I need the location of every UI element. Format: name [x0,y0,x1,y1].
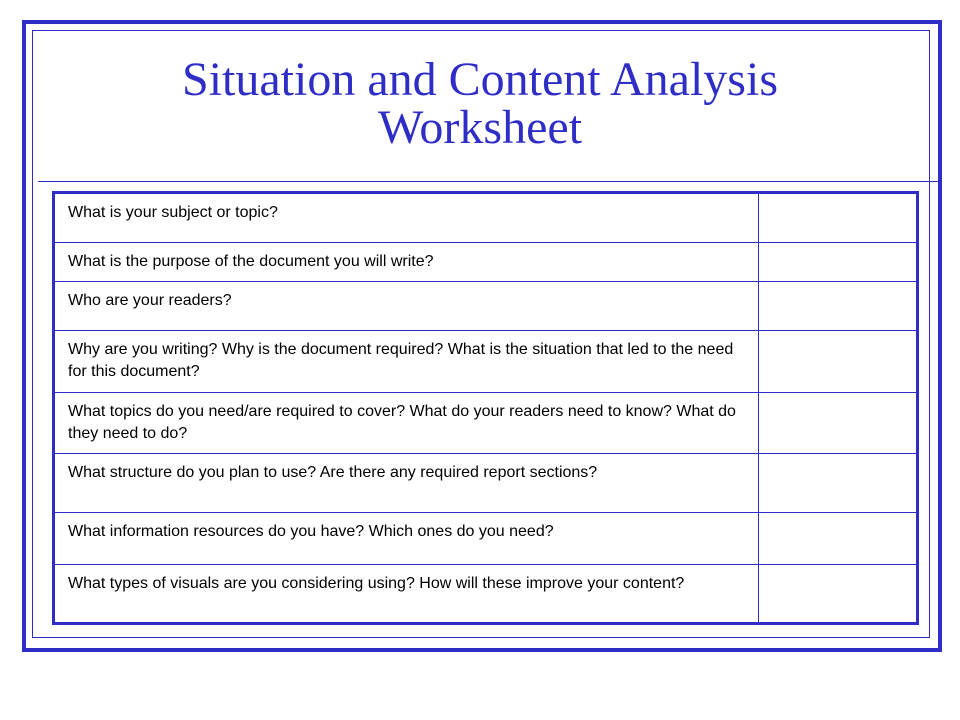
question-cell: What information resources do you have? Which ones do you need? [54,513,759,565]
answer-cell[interactable] [759,565,918,624]
table-row [54,513,918,565]
question-cell: Why are you writing? Why is the document required? What is the situation that led to the need for this document? [54,331,759,393]
table-row [54,393,918,454]
question-cell: What structure do you plan to use? Are there any required report sections? [54,454,759,513]
title-line-1: Situation and Content Analysis [182,53,778,106]
question-cell: What is the purpose of the document you will write? [54,243,759,282]
question-cell: What types of visuals are you considering using? How will these improve your content? [54,565,759,624]
table-row [54,454,918,513]
answer-cell[interactable] [759,331,918,393]
title-divider [38,181,940,182]
table-row [54,282,918,331]
question-cell: What topics do you need/are required to cover? What do your readers need to know? What do they need to do? [54,393,759,454]
question-cell: What is your subject or topic? [54,193,759,243]
answer-cell[interactable] [759,393,918,454]
table-row [54,331,918,393]
page-title [40,53,920,154]
question-cell: Who are your readers? [54,282,759,331]
answer-cell[interactable] [759,193,918,243]
answer-cell[interactable] [759,454,918,513]
answer-cell[interactable] [759,513,918,565]
table-row [54,193,918,243]
worksheet-table [52,191,919,625]
answer-cell[interactable] [759,243,918,282]
table-row [54,565,918,624]
answer-cell[interactable] [759,282,918,331]
title-line-2: Worksheet [377,101,583,154]
table-row [54,243,918,282]
